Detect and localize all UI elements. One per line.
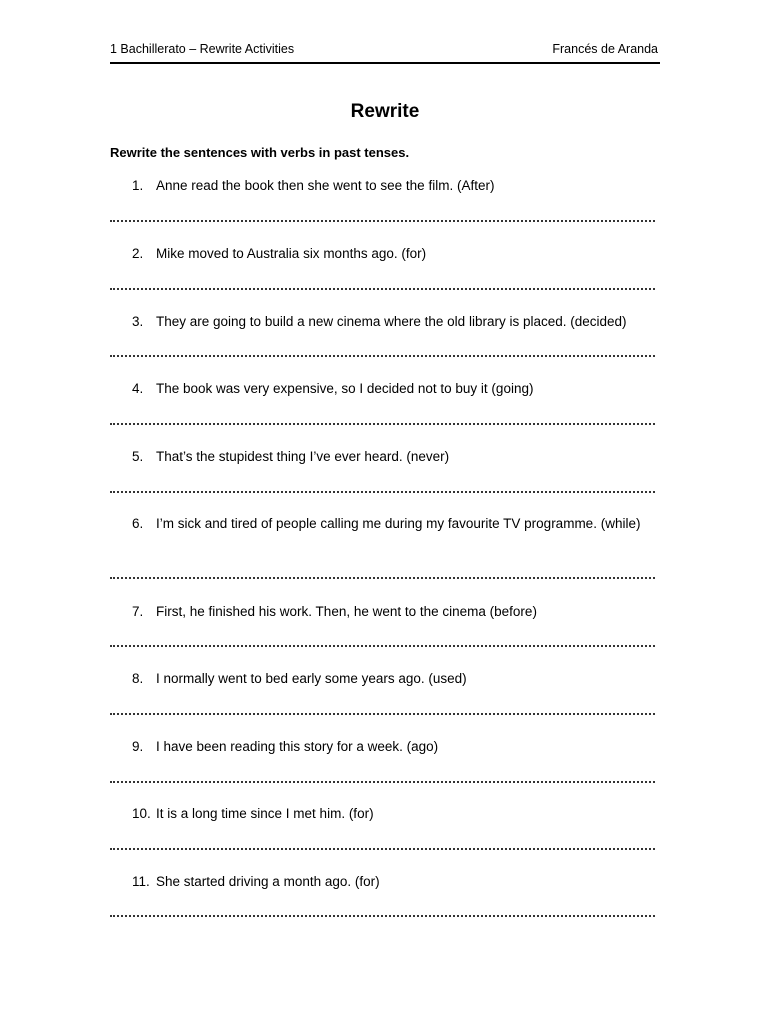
exercise-text: That’s the stupidest thing I’ve ever heard. (never) (156, 449, 450, 464)
answer-line-8 (110, 713, 655, 715)
exercise-text: She started driving a month ago. (for) (156, 874, 380, 889)
worksheet-title: Rewrite (350, 101, 420, 122)
exercise-number: 2. (132, 246, 144, 261)
instructions: Rewrite the sentences with verbs in past tenses. (110, 145, 410, 160)
exercise-number: 6. (132, 516, 144, 531)
exercise-number: 1. (132, 178, 144, 193)
answer-line-9 (110, 781, 655, 783)
exercise-text: I have been reading this story for a week. (ago) (156, 739, 439, 754)
exercise-text: I normally went to bed early some years ago. (used) (156, 671, 467, 686)
answer-line-10 (110, 848, 655, 850)
header-course-title: 1 Bachillerato – Rewrite Activities (110, 42, 295, 56)
exercise-text: It is a long time since I met him. (for) (156, 806, 374, 821)
exercise-number: 7. (132, 604, 144, 619)
exercise-text: Mike moved to Australia six months ago. (for) (156, 246, 427, 261)
answer-line-6 (110, 577, 655, 579)
answer-line-5 (110, 491, 655, 493)
answer-line-11 (110, 915, 655, 917)
exercise-number: 3. (132, 314, 144, 329)
header-school-name: Francés de Aranda (552, 42, 658, 56)
exercise-text: The book was very expensive, so I decided not to buy it (going) (156, 381, 534, 396)
page-header (110, 42, 660, 64)
exercise-number: 10. (132, 806, 151, 821)
exercise-text: Anne read the book then she went to see the film. (After) (156, 178, 495, 193)
answer-line-2 (110, 288, 655, 290)
exercise-number: 9. (132, 739, 144, 754)
answer-line-4 (110, 423, 655, 425)
exercise-number: 4. (132, 381, 144, 396)
answer-line-1 (110, 220, 655, 222)
exercise-number: 5. (132, 449, 144, 464)
exercise-text: They are going to build a new cinema where the old library is placed. (decided) (156, 314, 627, 329)
worksheet-page (110, 0, 660, 1024)
exercise-text: I’m sick and tired of people calling me during my favourite TV programme. (while) (156, 516, 641, 531)
exercise-number: 11. (132, 874, 150, 889)
answer-line-3 (110, 355, 655, 357)
answer-line-7 (110, 645, 655, 647)
exercise-number: 8. (132, 671, 144, 686)
exercise-text: First, he finished his work. Then, he went to the cinema (before) (156, 604, 537, 619)
